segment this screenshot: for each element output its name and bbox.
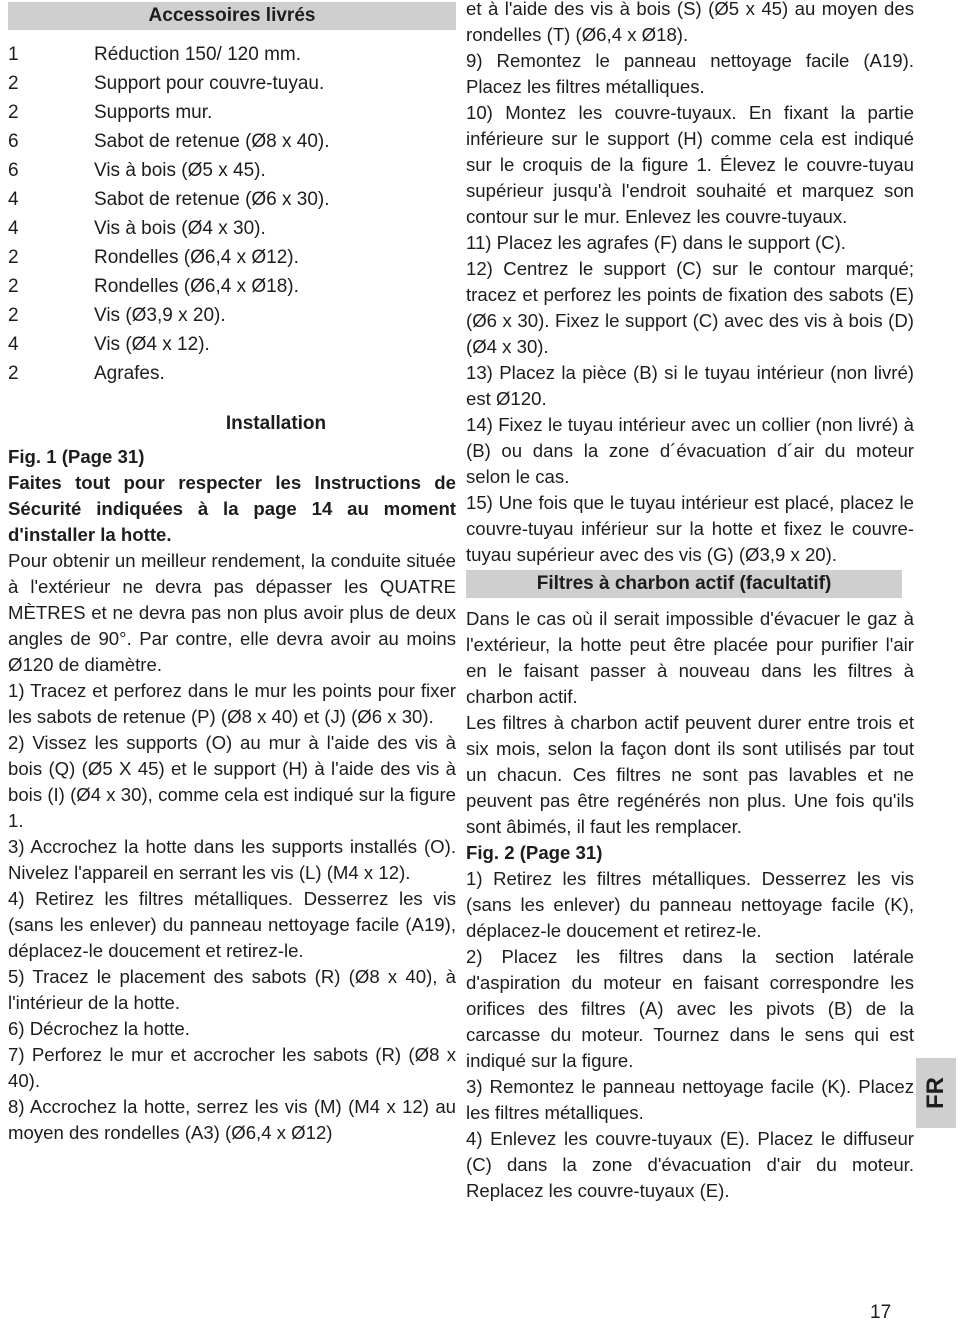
installation-paragraph: 4) Retirez les filtres métalliques. Desserrez les vis (sans les enlever) du panneau nettoyage facile (A19), déplacez-le doucement et retirez-le. — [8, 888, 456, 961]
installation-paragraph: Pour obtenir un meilleur rendement, la conduite située à l'extérieur ne devra pas dépasser les QUATRE MÈTRES et ne devra pas non plus avoir plus de deux angles de 90°. Par contre, elle devra avoir au moins Ø120 de diamètre. — [8, 550, 456, 675]
accessory-row — [8, 127, 456, 156]
filters-step: 3) Remontez le panneau nettoyage facile (K). Placez les filtres métalliques. — [466, 1076, 914, 1123]
accessory-row — [8, 330, 456, 359]
accessory-row — [8, 156, 456, 185]
accessories-list — [8, 40, 456, 388]
accessory-quantity: 2 — [8, 363, 19, 384]
accessory-row — [8, 359, 456, 388]
accessory-row — [8, 40, 456, 69]
filters-description — [466, 606, 914, 840]
installation-paragraph: 5) Tracez le placement des sabots (R) (Ø8 x 40), à l'intérieur de la hotte. — [8, 966, 456, 1013]
installation-paragraph: 14) Fixez le tuyau intérieur avec un collier (non livré) à (B) ou dans la zone d´évacuation d´air du moteur selon le cas. — [466, 414, 914, 487]
accessory-row — [8, 98, 456, 127]
accessory-quantity: 4 — [8, 334, 19, 355]
installation-paragraph: 12) Centrez le support (C) sur le contour marqué; tracez et perforez les points de fixation des sabots (E) (Ø6 x 30). Fixez le support (C) avec des vis à bois (D) (Ø4 x 30). — [466, 258, 914, 357]
installation-paragraph: 3) Accrochez la hotte dans les supports installés (O). Nivelez l'appareil en serrant les vis (L) (M4 x 12). — [8, 836, 456, 883]
right-column — [466, 0, 914, 1204]
accessory-quantity: 1 — [8, 44, 19, 65]
accessory-description: Support pour couvre-tuyau. — [94, 73, 325, 94]
accessory-row — [8, 69, 456, 98]
installation-paragraph: 2) Vissez les supports (O) au mur à l'aide des vis à bois (Q) (Ø5 X 45) et le support (H) à l'aide des vis à bois (I) (Ø4 x 30), comme cela est indiqué sur la figure 1. — [8, 732, 456, 831]
installation-paragraph: 7) Perforez le mur et accrocher les sabots (R) (Ø8 x 40). — [8, 1044, 456, 1091]
language-tab-label: FR — [922, 1077, 949, 1109]
installation-paragraph: 11) Placez les agrafes (F) dans le support (C). — [466, 232, 846, 253]
fig1-reference: Fig. 1 (Page 31) — [8, 446, 145, 467]
installation-paragraph: 1) Tracez et perforez dans le mur les points pour fixer les sabots de retenue (P) (Ø8 x 40) et (J) (Ø6 x 30). — [8, 680, 456, 727]
installation-paragraph: 9) Remontez le panneau nettoyage facile (A19). Placez les filtres métalliques. — [466, 50, 914, 97]
accessory-quantity: 6 — [8, 131, 19, 152]
accessory-quantity: 6 — [8, 160, 19, 181]
language-tab — [916, 1058, 956, 1128]
filters-step: 4) Enlevez les couvre-tuyaux (E). Placez le diffuseur (C) dans la zone d'évacuation d'air du moteur. Replacez les couvre-tuyaux (E). — [466, 1128, 914, 1201]
filters-steps — [466, 866, 914, 1204]
filters-paragraph: Les filtres à charbon actif peuvent durer entre trois et six mois, selon la façon dont ils sont utilisés par tout un chacun. Ces filtres ne sont pas lavables et ne peuvent pas être regénérés non plus. Une fois qu'ils sont âbimés, il faut les remplacer. — [466, 712, 914, 837]
accessory-description: Agrafes. — [94, 363, 165, 384]
installation-paragraph: et à l'aide des vis à bois (S) (Ø5 x 45) au moyen des rondelles (T) (Ø6,4 x Ø18). — [466, 0, 914, 45]
filters-paragraph: Dans le cas où il serait impossible d'évacuer le gaz à l'extérieur, la hotte peut être placée pour purifier l'air en le faisant passer à nouveau dans les filtres à charbon actif. — [466, 608, 914, 707]
accessory-quantity: 4 — [8, 218, 19, 239]
accessory-quantity: 2 — [8, 276, 19, 297]
accessory-quantity: 2 — [8, 73, 19, 94]
accessory-description: Sabot de retenue (Ø8 x 40). — [94, 131, 330, 152]
accessory-row — [8, 301, 456, 330]
accessory-description: Rondelles (Ø6,4 x Ø12). — [94, 247, 299, 268]
installation-paragraph: 15) Une fois que le tuyau intérieur est placé, placez le couvre-tuyau inférieur sur la hotte et fixez le couvre-tuyau supérieur avec des vis (G) (Ø3,9 x 20). — [466, 492, 914, 565]
accessory-quantity: 2 — [8, 247, 19, 268]
installation-heading: Installation — [225, 413, 327, 434]
installation-paragraph: 13) Placez la pièce (B) si le tuyau intérieur (non livré) est Ø120. — [466, 362, 914, 409]
accessory-description: Réduction 150/ 120 mm. — [94, 44, 302, 65]
accessory-description: Rondelles (Ø6,4 x Ø18). — [94, 276, 299, 297]
accessories-heading: Accessoires livrés — [8, 2, 456, 30]
accessory-row — [8, 243, 456, 272]
installation-paragraph: 6) Décrochez la hotte. — [8, 1018, 190, 1039]
accessory-description: Vis (Ø4 x 12). — [94, 334, 210, 355]
accessory-row — [8, 214, 456, 243]
accessory-row — [8, 185, 456, 214]
fig2-reference: Fig. 2 (Page 31) — [466, 842, 603, 863]
page-number: 17 — [870, 1302, 892, 1323]
accessory-quantity: 4 — [8, 189, 19, 210]
accessory-description: Supports mur. — [94, 102, 213, 123]
installation-steps-right — [466, 0, 914, 568]
accessory-row — [8, 272, 456, 301]
accessory-description: Sabot de retenue (Ø6 x 30). — [94, 189, 330, 210]
filters-step: 2) Placez les filtres dans la section latérale d'aspiration du moteur en faisant correspondre les orifices des filtres (A) avec les pivots (B) de la carcasse du moteur. Tournez dans le sens qui est indiqué sur la figure. — [466, 946, 914, 1071]
accessory-description: Vis à bois (Ø4 x 30). — [94, 218, 266, 239]
accessory-description: Vis à bois (Ø5 x 45). — [94, 160, 266, 181]
accessory-quantity: 2 — [8, 102, 19, 123]
filters-heading: Filtres à charbon actif (facultatif) — [466, 570, 902, 598]
filters-step: 1) Retirez les filtres métalliques. Desserrez les vis (sans les enlever) du panneau nettoyage facile (K), déplacez-le doucement et retirez-le. — [466, 868, 914, 941]
installation-paragraph: 8) Accrochez la hotte, serrez les vis (M) (M4 x 12) au moyen des rondelles (A3) (Ø6,4 x Ø12) — [8, 1096, 456, 1143]
safety-notice: Faites tout pour respecter les Instructions de Sécurité indiquées à la page 14 au moment d'installer la hotte. — [8, 472, 456, 545]
accessory-quantity: 2 — [8, 305, 19, 326]
left-column — [8, 0, 456, 1146]
installation-steps-left — [8, 548, 456, 1146]
installation-paragraph: 10) Montez les couvre-tuyaux. En fixant la partie inférieure sur le support (H) comme cela est indiqué sur le croquis de la figure 1. Élevez le couvre-tuyau supérieur jusqu'à l'endroit souhaité et marquez son contour sur le mur. Enlevez les couvre-tuyaux. — [466, 102, 914, 227]
accessory-description: Vis (Ø3,9 x 20). — [94, 305, 226, 326]
